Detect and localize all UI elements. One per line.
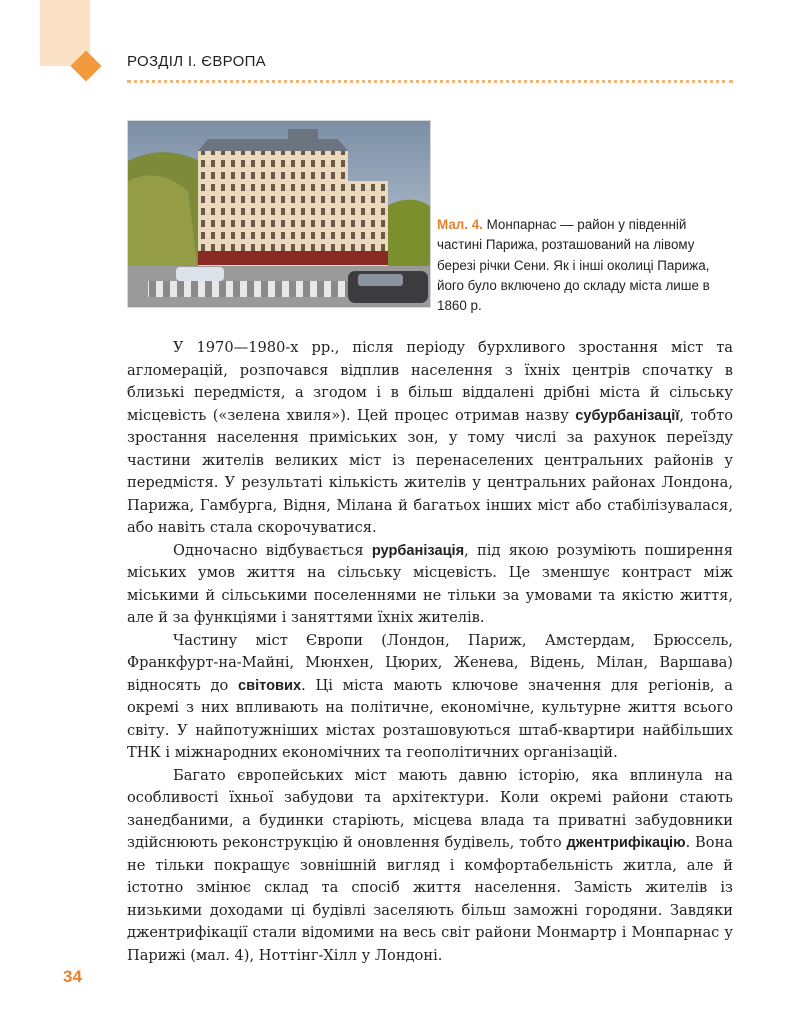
- section-title: РОЗДІЛ І. ЄВРОПА: [127, 53, 266, 70]
- main-text: [127, 337, 733, 967]
- term-gentrification: джентрифікацію: [566, 835, 686, 851]
- figure-photo: [127, 120, 431, 308]
- paragraph-text: . Вона не тільки покращує зовнішній вигляд і комфортабельність житла, але й істотно змінює склад та спосіб життя населення. Замість жителів із низькими доходами ці будівлі заселяють більш заможні городяни. Завдяки джентрифікації стали відомими на весь світ райони Монмартр і Монпарнас у Парижі (мал. 4), Ноттінг-Хілл у Лондоні.: [127, 834, 733, 964]
- paragraph-text: У 1970—1980-х рр., після періоду бурхливого зростання міст та агломерацій, розпочався відплив населення з їхніх центрів спочатку в близькі передмістя, а згодом і в більш віддалені дрібні міста й сільську місцевість («зелена хвиля»). Цей процес отримав назву: [127, 339, 733, 424]
- figure-caption-text: Монпарнас — район у південній частині Парижа, розташований на лівому березі річки Сени. Як і інші околиці Парижа, його було включено до складу міста лише в 1860 р.: [437, 217, 710, 314]
- paragraph-world-cities: [127, 630, 733, 765]
- paragraph-text: , під якою розуміють поширення міських умов життя на сільську місцевість. Це зменшує контраст між міськими й сільськими поселеннями не тільки за умовами та якістю життя, але й за функціями і заняттями їхніх жителів.: [127, 541, 733, 626]
- page-number: 34: [63, 967, 82, 986]
- paragraph-text: Багато європейських міст мають давню історію, яка вплинула на особливості їхньої забудови та архітектури. Коли окремі райони стають занедбаними, а будинки старіють, місцева влада та приватні забудовники здійснюють реконструкцію й оновлення будівель, тобто: [127, 766, 733, 851]
- paragraph-text: , тобто зростання населення приміських зон, у тому числі за рахунок переїзду частини жителів великих міст із перенаселених центральних районів у передмістя. У результаті кількість жителів у центральних районах Лондона, Парижа, Гамбурга, Відня, Мілана й багатьох інших міст або стабілізувалася, або навіть стала скорочуватися.: [127, 406, 733, 536]
- paragraph-text: Частину міст Європи (Лондон, Париж, Амстердам, Брюссель, Франкфурт-на-Майні, Мюнхен, Цюрих, Женева, Відень, Мілан, Варшава) відносять до: [127, 631, 733, 694]
- header-divider: [127, 80, 733, 83]
- paragraph-gentrification: [127, 765, 733, 968]
- paragraph-text: Одночасно відбувається: [173, 541, 372, 559]
- term-suburbanization: субурбанізації: [575, 407, 680, 424]
- figure-caption: [437, 215, 733, 316]
- paragraph-suburbanization: [127, 337, 733, 540]
- paragraph-text: . Ці міста мають ключове значення для регіонів, а окремі з них впливають на політичне, економічне, культурне життя всього світу. У найпотужніших містах розташовуються штаб-квартири найбільших ТНК і міжнародних економічних та геополітичних організацій.: [127, 676, 733, 761]
- paragraph-rurbanization: [127, 540, 733, 630]
- term-rurbanization: рурбанізація: [371, 542, 465, 559]
- figure-label: Мал. 4.: [437, 217, 483, 232]
- term-world-cities: світових: [238, 677, 302, 694]
